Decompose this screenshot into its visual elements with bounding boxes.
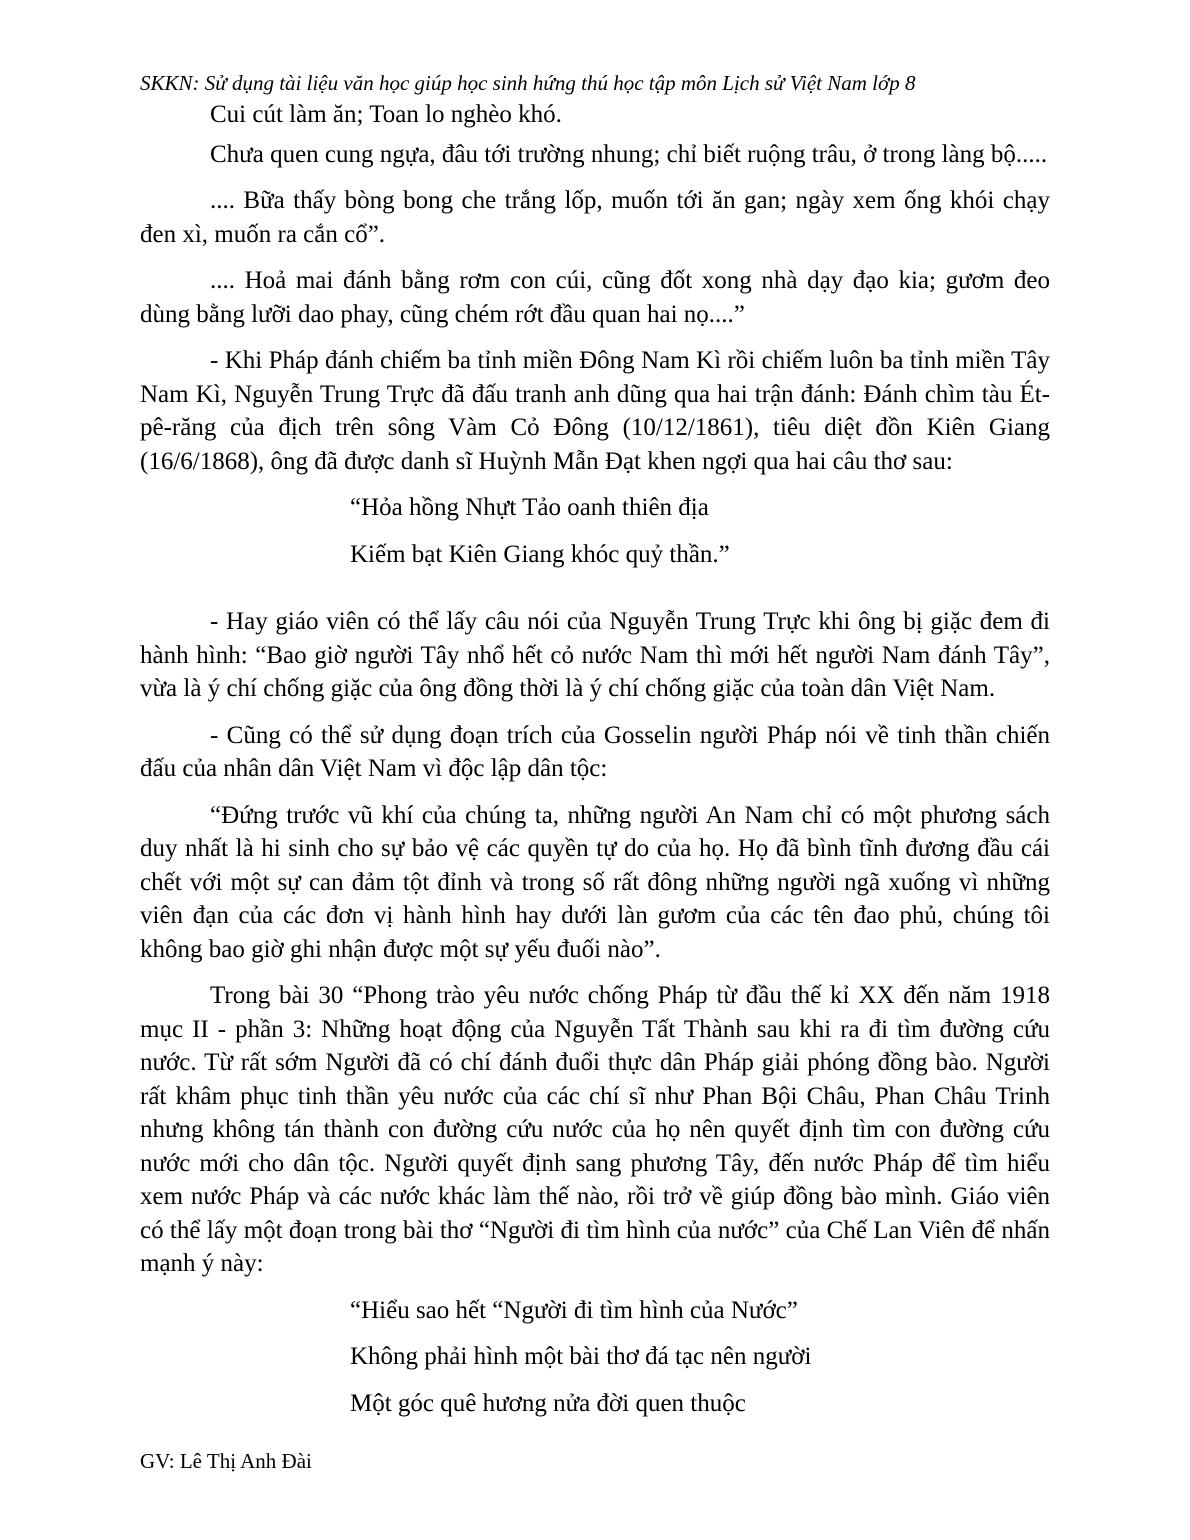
page-header: SKKN: Sử dụng tài liệu văn học giúp học sinh hứng thú học tập môn Lịch sử Việt Nam lớp 8 [140, 71, 916, 95]
page-footer: GV: Lê Thị Anh Đài [140, 1449, 312, 1473]
document-page [140, 68, 1050, 1433]
paragraph: Trong bài 30 “Phong trào yêu nước chống Pháp từ đầu thế kỉ XX đến năm 1918 mục II - phần 3: Những hoạt động của Nguyễn Tất Thành sau khi ra đi tìm đường cứu nước. Từ rất sớm Người đã có chí đánh đuổi thực dân Pháp giải phóng đồng bào. Người rất khâm phục tinh thần yêu nước của các chí sĩ như Phan Bội Châu, Phan Châu Trinh nhưng không tán thành con đường cứu nước của họ nên quyết định tìm con đường cứu nước mới cho dân tộc. Người quyết định sang phương Tây, đến nước Pháp để tìm hiểu xem nước Pháp và các nước khác làm thế nào, rồi trở về giúp đồng bào mình. Giáo viên có thể lấy một đoạn trong bài thơ “Người đi tìm hình của nước” của Chế Lan Viên để nhấn mạnh ý này: [140, 982, 1050, 1277]
verse-line: Không phải hình một bài thơ đá tạc nên người [350, 1343, 812, 1370]
paragraph: - Khi Pháp đánh chiếm ba tỉnh miền Đông Nam Kì rồi chiếm luôn ba tỉnh miền Tây Nam Kì, Nguyễn Trung Trực đã đấu tranh anh dũng qua hai trận đánh: Đánh chìm tàu Ét-pê-răng của địch trên sông Vàm Cỏ Đông (10/12/1861), tiêu diệt đồn Kiên Giang (16/6/1868), ông đã được danh sĩ Huỳnh Mẫn Đạt khen ngợi qua hai câu thơ sau: [140, 347, 1050, 475]
paragraph: Chưa quen cung ngựa, đâu tới trường nhung; chỉ biết ruộng trâu, ở trong làng bộ..... [210, 140, 1048, 168]
paragraph: .... Bữa thấy bòng bong che trắng lốp, muốn tới ăn gan; ngày xem ống khói chạy đen xì, muốn ra cắn cổ”. [140, 187, 1050, 248]
paragraph: - Hay giáo viên có thể lấy câu nói của Nguyễn Trung Trực khi ông bị giặc đem đi hành hình: “Bao giờ người Tây nhổ hết cỏ nước Nam thì mới hết người Nam đánh Tây”, vừa là ý chí chống giặc của ông đồng thời là ý chí chống giặc của toàn dân Việt Nam. [140, 608, 1050, 702]
paragraph: Cui cút làm ăn; Toan lo nghèo khó. [210, 101, 562, 128]
paragraph: .... Hoả mai đánh bằng rơm con cúi, cũng đốt xong nhà dạy đạo kia; gươm đeo dùng bằng lưỡi dao phay, cũng chém rớt đầu quan hai nọ....” [140, 267, 1050, 328]
verse-line: “Hiểu sao hết “Người đi tìm hình của Nước” [350, 1296, 798, 1324]
verse-line: Kiếm bạt Kiên Giang khóc quỷ thần.” [350, 540, 730, 568]
verse-line: Một góc quê hương nửa đời quen thuộc [350, 1389, 746, 1417]
paragraph: - Cũng có thể sử dụng đoạn trích của Gosselin người Pháp nói về tinh thần chiến đấu của nhân dân Việt Nam vì độc lập dân tộc: [140, 721, 1050, 782]
quote-paragraph: “Đứng trước vũ khí của chúng ta, những người An Nam chỉ có một phương sách duy nhất là hi sinh cho sự bảo vệ các quyền tự do của họ. Họ đã bình tĩnh đương đầu cái chết với một sự can đảm tột đỉnh và trong số rất đông những người ngã xuống vì những viên đạn của các đơn vị hành hình hay dưới làn gươm của các tên đao phủ, chúng tôi không bao giờ ghi nhận được một sự yếu đuối nào”. [140, 801, 1050, 963]
verse-line: “Hỏa hồng Nhựt Tảo oanh thiên địa [350, 494, 709, 521]
